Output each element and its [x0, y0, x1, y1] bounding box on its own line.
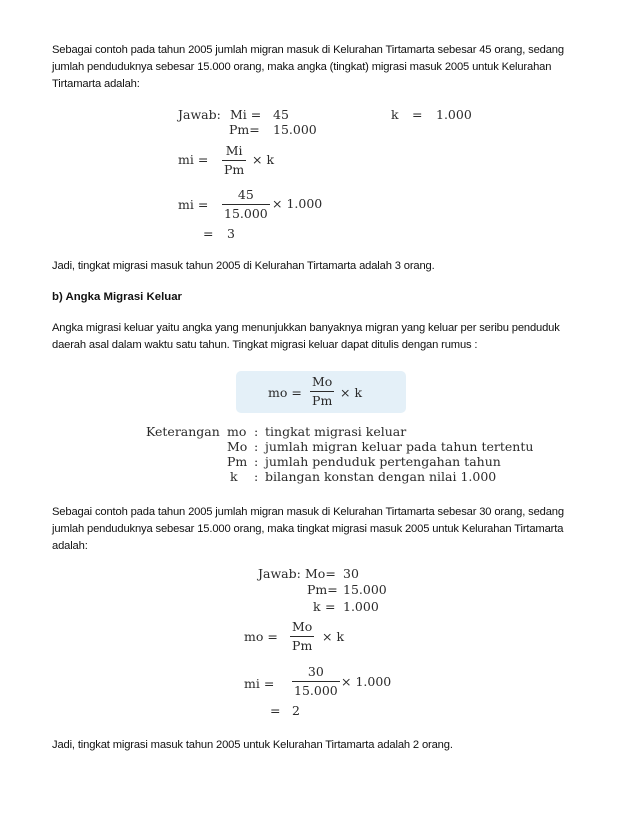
- fraction-denominator: Pm: [292, 638, 313, 653]
- calc-denominator: 15.000: [224, 206, 268, 221]
- jawab-label: Jawab:: [178, 107, 221, 122]
- legend-description: tingkat migrasi keluar: [265, 424, 407, 439]
- calc-times-constant: × 1.000: [272, 196, 323, 211]
- result-value: 2: [292, 703, 300, 718]
- result-value: 3: [227, 226, 235, 241]
- legend-colon: :: [254, 454, 259, 469]
- calc-denominator: 15.000: [294, 683, 338, 698]
- calc-lhs: mi =: [178, 197, 209, 212]
- calc-fraction: [222, 188, 270, 221]
- legend-symbol: Mo: [227, 439, 248, 454]
- mo-value: 30: [343, 566, 359, 581]
- pm-label: Pm=: [307, 582, 338, 597]
- conclusion-paragraph-2: Jadi, tingkat migrasi masuk tahun 2005 untuk Kelurahan Tirtamarta adalah 2 orang.: [52, 739, 453, 751]
- fraction-denominator: Pm: [224, 162, 245, 177]
- mo-formula-times-k: × k: [340, 385, 363, 400]
- calc-fraction: [292, 665, 340, 698]
- pm-value: 15.000: [273, 122, 317, 137]
- mo-formula-lhs: mo =: [268, 385, 302, 400]
- legend-colon: :: [254, 424, 259, 439]
- calc-numerator: 45: [237, 187, 254, 202]
- legend-symbol: k: [230, 469, 238, 484]
- calc-times-constant: × 1.000: [341, 674, 392, 689]
- legend-description: jumlah migran keluar pada tahun tertentu: [265, 439, 534, 454]
- mi-value: 45: [273, 107, 289, 122]
- mi-label: Mi =: [230, 107, 262, 122]
- pm-value: 15.000: [343, 582, 387, 597]
- jawab-label: Jawab:: [258, 566, 301, 581]
- definition-paragraph: Angka migrasi keluar yaitu angka yang menunjukkan banyaknya migran yang keluar per seribu penduduk daerah asal dalam waktu satu tahun. Tingkat migrasi keluar dapat ditulis dengan rumus :: [52, 322, 560, 351]
- formula-lhs: mo =: [244, 629, 278, 644]
- legend-title: Keterangan: [146, 424, 220, 439]
- mo-formula-fraction: [310, 375, 334, 408]
- section-heading: b) Angka Migrasi Keluar: [52, 291, 182, 303]
- legend-description: bilangan konstan dengan nilai 1.000: [265, 469, 497, 484]
- k-label: k: [313, 599, 321, 614]
- fraction-numerator: Mi: [225, 143, 243, 158]
- k-equals: =: [325, 599, 336, 614]
- conclusion-paragraph-1: Jadi, tingkat migrasi masuk tahun 2005 di Kelurahan Tirtamarta adalah 3 orang.: [52, 260, 435, 272]
- result-equals: =: [270, 703, 281, 718]
- legend-symbol: mo: [227, 424, 247, 439]
- intro-paragraph-1: Sebagai contoh pada tahun 2005 jumlah migran masuk di Kelurahan Tirtamarta sebesar 45 orang, sedang jumlah penduduknya sebesar 15.000 orang, maka angka (tingkat) migrasi masuk 2005 untuk Kelurahan Tirtamarta adalah:: [52, 44, 564, 90]
- fraction-numerator: Mo: [292, 619, 313, 634]
- calc-lhs: mi =: [244, 676, 275, 691]
- pm-label: Pm=: [229, 122, 260, 137]
- formula-times-k: × k: [252, 152, 275, 167]
- k-label: k: [391, 107, 399, 122]
- k-value: 1.000: [343, 599, 379, 614]
- formula-fraction: [222, 144, 246, 177]
- mo-formula-denominator: Pm: [312, 393, 333, 408]
- mo-formula-numerator: Mo: [312, 374, 333, 389]
- mo-label: Mo=: [305, 566, 336, 581]
- legend-colon: :: [254, 469, 259, 484]
- result-equals: =: [203, 226, 214, 241]
- formula-lhs: mi =: [178, 152, 209, 167]
- legend-symbol: Pm: [227, 454, 248, 469]
- calc-numerator: 30: [307, 664, 324, 679]
- k-value: 1.000: [436, 107, 472, 122]
- intro-paragraph-2: Sebagai contoh pada tahun 2005 jumlah migran masuk di Kelurahan Tirtamarta sebesar 30 orang, sedang jumlah penduduknya sebesar 15.000 orang, maka tingkat migrasi masuk 2005 untuk Kelurahan Tirtamarta adalah:: [52, 506, 564, 552]
- formula-times-k: × k: [322, 629, 345, 644]
- formula-fraction: [290, 620, 314, 653]
- legend-colon: :: [254, 439, 259, 454]
- legend-description: jumlah penduduk pertengahan tahun: [265, 454, 501, 469]
- k-equals: =: [412, 107, 423, 122]
